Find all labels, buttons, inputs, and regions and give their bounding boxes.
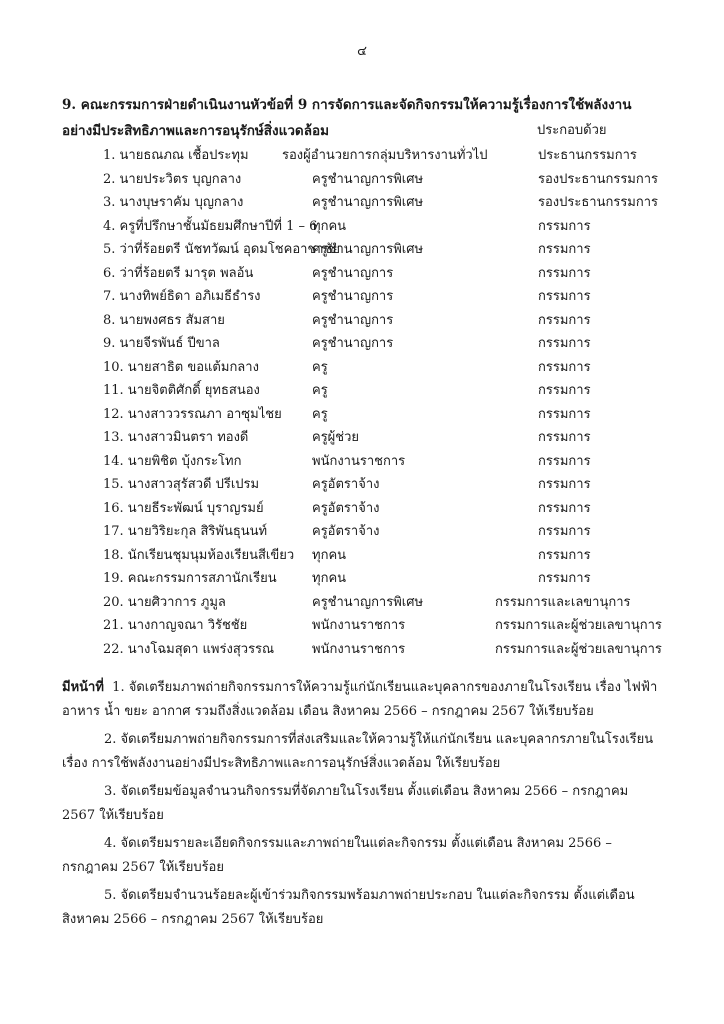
member-position: ครู bbox=[312, 383, 328, 398]
member-position: ครูชำนาญการ bbox=[312, 336, 394, 351]
member-name: 17. นายวิริยะกุล สิริพันธุนนท์ bbox=[103, 524, 268, 539]
member-role: กรรมการและผู้ช่วยเลขานุการ bbox=[495, 618, 662, 633]
member-name: 12. นางสาววรรณภา อาซุมไชย bbox=[103, 406, 282, 422]
member-row bbox=[0, 332, 724, 356]
member-row bbox=[0, 426, 724, 450]
member-role: กรรมการ bbox=[538, 453, 591, 469]
member-position: ครูผู้ช่วย bbox=[312, 430, 360, 445]
member-name: 19. คณะกรรมการสภานักเรียน bbox=[103, 571, 277, 586]
member-row bbox=[0, 191, 724, 215]
duty-item-4: 4. จัดเตรียมรายละเอียดกิจกรรมและภาพถ่ายในแต่ละกิจกรรม ตั้งแต่เดือน สิงหาคม 2566 – กรกฎาคม 2567 ให้เรียบร้อย bbox=[62, 836, 612, 875]
duty-item-5: 5. จัดเตรียมจำนวนร้อยละผู้เข้าร่วมกิจกรรมพร้อมภาพถ่ายประกอบ ในแต่ละกิจกรรม ตั้งแต่เดือน สิงหาคม 2566 – กรกฎาคม 2567 ให้เรียบร้อย bbox=[62, 888, 635, 927]
member-name: 13. นางสาวมินตรา ทองดี bbox=[103, 430, 249, 445]
member-role: กรรมการ bbox=[538, 218, 591, 234]
consist-of-label: ประกอบด้วย bbox=[537, 123, 607, 138]
member-name: 4. ครูที่ปรึกษาชั้นมัธยมศึกษาปีที่ 1 – 6 bbox=[103, 218, 318, 234]
member-row bbox=[0, 238, 724, 262]
member-name: 18. นักเรียนชุมนุมห้องเรียนสีเขียว bbox=[103, 547, 295, 563]
member-row bbox=[0, 567, 724, 591]
member-name: 21. นางกาญจณา วิรัชชัย bbox=[103, 618, 248, 633]
member-row bbox=[0, 309, 724, 333]
member-row bbox=[0, 638, 724, 662]
member-name: 1. นายธณภณ เชื้อประทุม bbox=[103, 148, 249, 163]
member-role: กรรมการ bbox=[538, 242, 591, 257]
member-role: กรรมการ bbox=[538, 430, 591, 445]
member-position: พนักงานราชการ bbox=[312, 453, 406, 469]
member-role: รองประธานกรรมการ bbox=[538, 171, 659, 187]
committee-member-list bbox=[0, 144, 724, 661]
member-position: ครูชำนาญการพิเศษ bbox=[312, 171, 424, 187]
member-name: 22. นางโฉมสุดา แพร่งสุวรรณ bbox=[103, 641, 275, 657]
member-name: 8. นายพงศธร สัมสาย bbox=[103, 312, 225, 328]
member-name: 9. นายจีรพันธ์ ปีขาล bbox=[103, 336, 220, 351]
member-position: ครูชำนาญการ bbox=[312, 289, 394, 304]
member-position: ครูชำนาญการ bbox=[312, 265, 394, 281]
member-name: 11. นายจิตติศักดิ์ ยุทธสนอง bbox=[103, 383, 260, 398]
member-role: กรรมการ bbox=[538, 477, 591, 492]
member-row bbox=[0, 520, 724, 544]
member-role: กรรมการ bbox=[538, 359, 591, 375]
member-position: พนักงานราชการ bbox=[312, 618, 406, 633]
member-position: ครู bbox=[312, 406, 328, 422]
member-name: 5. ว่าที่ร้อยตรี นัชทวัฒน์ อุดมโชคอาชาชัย bbox=[103, 242, 341, 257]
member-position: ครูอัตราจ้าง bbox=[312, 524, 380, 539]
member-row bbox=[0, 450, 724, 474]
member-row bbox=[0, 403, 724, 427]
member-role: กรรมการ bbox=[538, 265, 591, 281]
member-role: กรรมการ bbox=[538, 571, 591, 586]
member-position: รองผู้อำนวยการกลุ่มบริหารงานทั่วไป bbox=[282, 148, 488, 163]
member-role: ประธานกรรมการ bbox=[538, 148, 637, 163]
duty-item-3: 3. จัดเตรียมข้อมูลจำนวนกิจกรรมที่จัดภายในโรงเรียน ตั้งแต่เดือน สิงหาคม 2566 – กรกฎาคม 2567 ให้เรียบร้อย bbox=[62, 784, 629, 823]
member-role: กรรมการและผู้ช่วยเลขานุการ bbox=[495, 641, 662, 657]
member-name: 15. นางสาวสุรัสวดี ปรีเปรม bbox=[103, 477, 260, 492]
member-role: กรรมการ bbox=[538, 524, 591, 539]
member-position: ครูชำนาญการพิเศษ bbox=[312, 242, 424, 257]
member-name: 2. นายประวิตร บุญกลาง bbox=[103, 171, 242, 187]
member-position: พนักงานราชการ bbox=[312, 641, 406, 657]
member-role: กรรมการ bbox=[538, 406, 591, 422]
member-position: ครู bbox=[312, 359, 328, 375]
member-position: ครูอัตราจ้าง bbox=[312, 477, 380, 492]
member-name: 7. นางทิพย์ธิดา อภิเมธีธำรง bbox=[103, 289, 261, 304]
section-heading-line1: 9. คณะกรรมการฝ่ายดำเนินงานหัวข้อที่ 9 การจัดการและจัดกิจกรรมให้ความรู้เรื่องการใช้พลังงาน bbox=[62, 97, 632, 113]
member-position: ทุกคน bbox=[312, 571, 347, 586]
member-name: 16. นายธีระพัฒน์ บุราญรมย์ bbox=[103, 500, 264, 516]
member-name: 20. นายศิวาการ ภูมูล bbox=[103, 594, 226, 610]
member-position: ทุกคน bbox=[312, 547, 347, 563]
member-role: กรรมการและเลขานุการ bbox=[495, 594, 631, 610]
member-row bbox=[0, 379, 724, 403]
page-number: ๔ bbox=[357, 44, 367, 59]
duty-item-2: 2. จัดเตรียมภาพถ่ายกิจกรรมการที่ส่งเสริมและให้ความรู้ให้แก่นักเรียน และบุคลากรภายในโรงเรียน เรื่อง การใช้พลังงานอย่างมีประสิทธิภาพและการอนุรักษ์สิ่งแวดล้อม ให้เรียบร้อย bbox=[62, 732, 654, 771]
duties-label: มีหน้าที่ bbox=[62, 680, 104, 695]
duty-text: 1. จัดเตรียมภาพถ่ายกิจกรรมการให้ความรู้แก่นักเรียนและบุคลากรของภายในโรงเรียน เรื่อง ไฟฟ้า อาหาร น้ำ ขยะ อากาศ รวมถึงสิ่งแวดล้อม เดือน สิงหาคม 2566 – กรกฎาคม 2567 ให้เรียบร้อย bbox=[62, 680, 658, 719]
member-position: ครูชำนาญการพิเศษ bbox=[312, 594, 424, 610]
member-position: ครูอัตราจ้าง bbox=[312, 500, 380, 516]
member-row bbox=[0, 356, 724, 380]
member-role: กรรมการ bbox=[538, 547, 591, 563]
member-row bbox=[0, 285, 724, 309]
member-position: ครูชำนาญการพิเศษ bbox=[312, 195, 424, 210]
member-role: กรรมการ bbox=[538, 289, 591, 304]
member-position: ทุกคน bbox=[312, 218, 347, 234]
section-heading-line2: อย่างมีประสิทธิภาพและการอนุรักษ์สิ่งแวดล้อม bbox=[62, 123, 329, 139]
member-role: กรรมการ bbox=[538, 312, 591, 328]
member-row bbox=[0, 262, 724, 286]
member-role: กรรมการ bbox=[538, 383, 591, 398]
member-name: 10. นายสาธิต ขอแต้มกลาง bbox=[103, 359, 259, 375]
duty-item-1 bbox=[62, 676, 662, 724]
member-row bbox=[0, 144, 724, 168]
member-row bbox=[0, 497, 724, 521]
member-name: 3. นางบุษราคัม บุญกลาง bbox=[103, 195, 244, 210]
member-row bbox=[0, 544, 724, 568]
member-position: ครูชำนาญการ bbox=[312, 312, 394, 328]
member-role: กรรมการ bbox=[538, 336, 591, 351]
member-name: 14. นายพิชิต บุ้งกระโทก bbox=[103, 453, 242, 469]
member-name: 6. ว่าที่ร้อยตรี มารุต พลอ้น bbox=[103, 265, 254, 281]
member-row bbox=[0, 215, 724, 239]
member-role: กรรมการ bbox=[538, 500, 591, 516]
member-row bbox=[0, 591, 724, 615]
duties-section bbox=[62, 676, 662, 936]
member-role: รองประธานกรรมการ bbox=[538, 195, 659, 210]
member-row bbox=[0, 473, 724, 497]
member-row bbox=[0, 614, 724, 638]
member-row bbox=[0, 168, 724, 192]
